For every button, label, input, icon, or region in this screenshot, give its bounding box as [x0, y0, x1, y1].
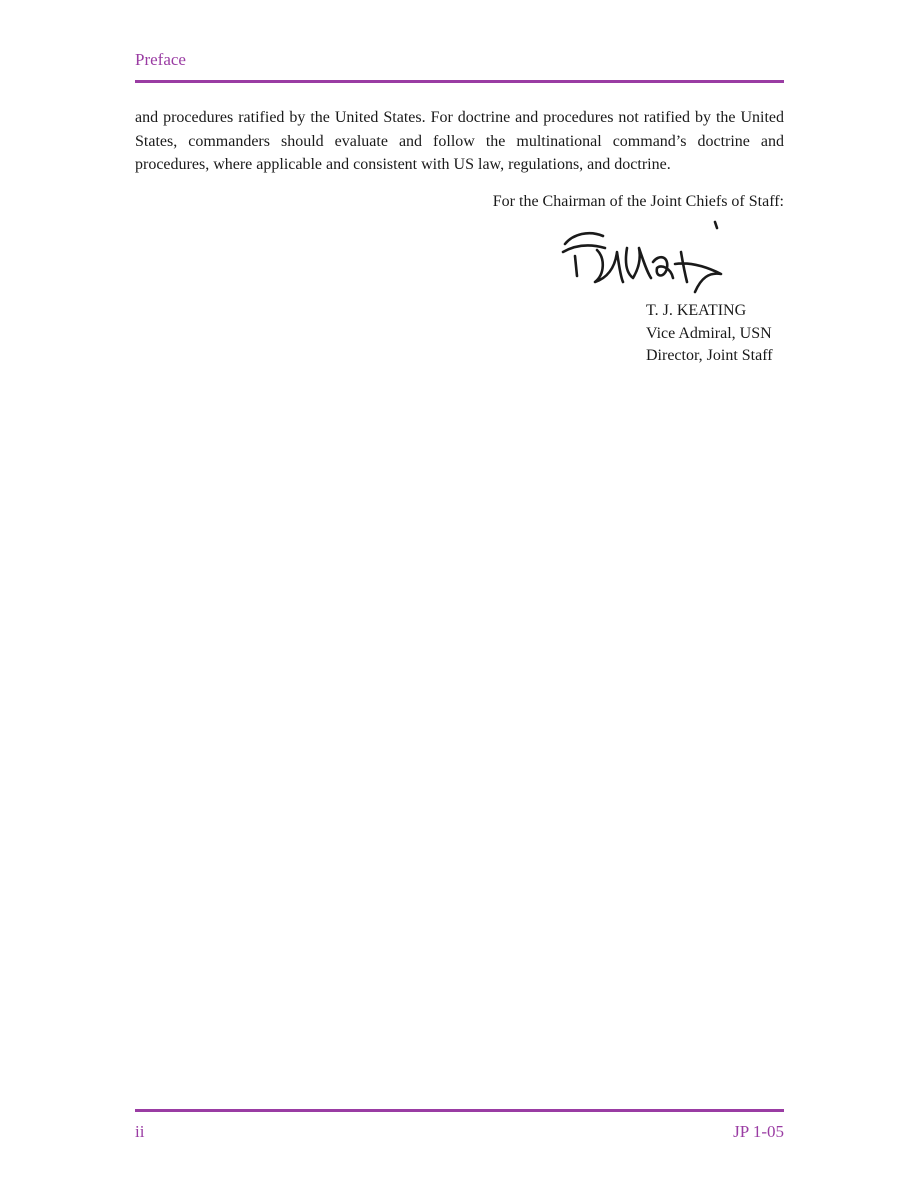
body-paragraph: and procedures ratified by the United States. For doctrine and procedures not ratified by the United States, commanders should evaluate and follow the multinational command’s doctrine and procedures, where applicable and consistent with US law, regulations, and doctrine.: [135, 109, 784, 173]
handwritten-signature: [555, 218, 735, 298]
running-header: Preface: [135, 50, 186, 69]
signer-rank: Vice Admiral, USN: [646, 324, 772, 342]
signer-position: Director, Joint Staff: [646, 347, 773, 364]
page-number: ii: [135, 1122, 145, 1141]
signer-name: T. J. KEATING: [646, 302, 747, 319]
publication-id: JP 1-05: [733, 1122, 784, 1141]
footer-rule: [135, 1109, 784, 1112]
signer-block: [646, 300, 773, 368]
signature-on-behalf-line: For the Chairman of the Joint Chiefs of Staff:: [492, 193, 784, 210]
header-rule: [135, 80, 784, 83]
